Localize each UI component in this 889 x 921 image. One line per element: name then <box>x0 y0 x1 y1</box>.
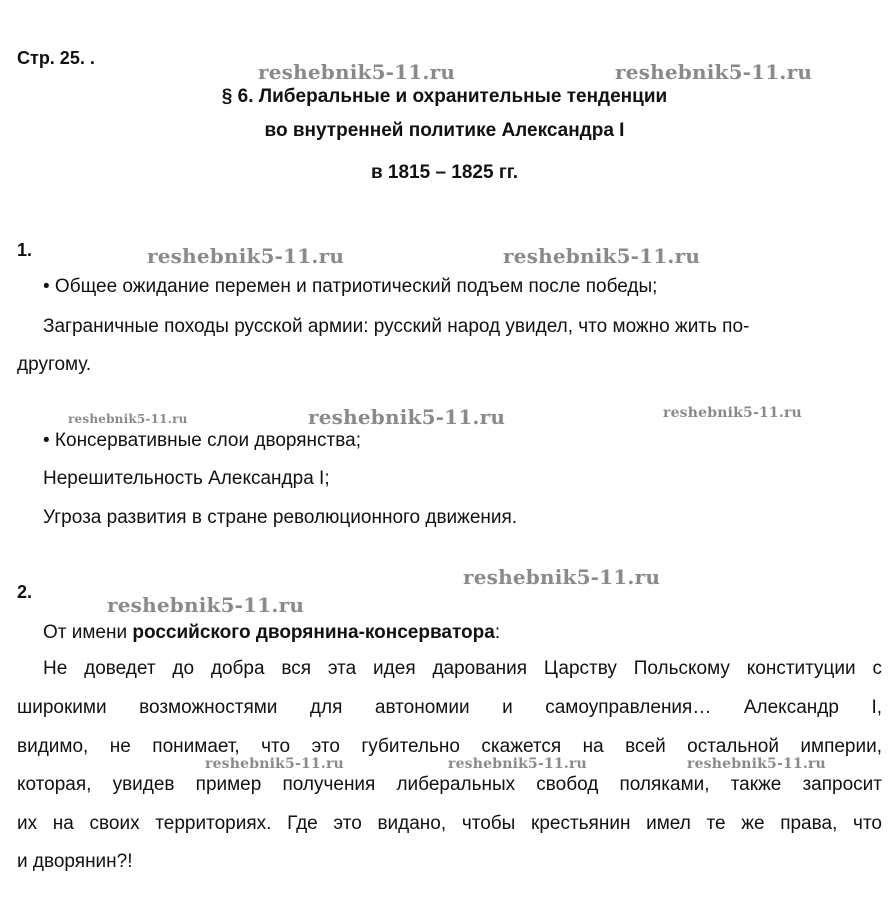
page-title: § 6. Либеральные и охранительные тенденции <box>221 86 668 107</box>
page-title-line-3: в 1815 – 1825 гг. <box>370 162 519 183</box>
watermark: reshebnik5-11.ru <box>448 756 587 772</box>
section-intro <box>43 622 500 644</box>
text-line: другому. <box>17 354 92 375</box>
watermark: reshebnik5-11.ru <box>258 60 456 84</box>
watermark: reshebnik5-11.ru <box>663 405 802 421</box>
intro-suffix: : <box>494 622 501 643</box>
page-number: Стр. 25. . <box>17 48 95 68</box>
text-line: Заграничные походы русской армии: русский народ увидел, что можно жить по- <box>43 316 750 337</box>
paragraph-line: и дворянин?! <box>17 851 133 872</box>
list-item: • Общее ожидание перемен и патриотический подъем после победы; <box>43 276 658 297</box>
paragraph-line: видимо, не понимает, что это губительно скажется на всей остальной империи, <box>17 736 882 757</box>
page-title-line-2: во внутренней политике Александра I <box>264 120 625 141</box>
list-item: • Консервативные слои дворянства; <box>43 430 361 451</box>
intro-bold: российского дворянина-консерватора <box>132 622 495 643</box>
watermark: reshebnik5-11.ru <box>615 60 813 84</box>
paragraph-line: которая, увидев пример получения либеральных свобод поляками, также запросит <box>17 774 882 795</box>
paragraph-line: их на своих территориях. Где это видано, чтобы крестьянин имел те же права, что <box>17 813 882 834</box>
watermark: reshebnik5-11.ru <box>147 244 345 268</box>
paragraph-line: Не доведет до добра вся эта идея дарования Царству Польскому конституции с <box>43 658 882 679</box>
watermark: reshebnik5-11.ru <box>205 756 344 772</box>
intro-prefix: От имени <box>43 622 133 643</box>
watermark: reshebnik5-11.ru <box>107 593 305 617</box>
text-line: Нерешительность Александра I; <box>43 468 330 489</box>
paragraph-line: широкими возможностями для автономии и самоуправления… Александр I, <box>17 697 882 718</box>
watermark: reshebnik5-11.ru <box>463 565 661 589</box>
watermark: reshebnik5-11.ru <box>687 756 826 772</box>
watermark: reshebnik5-11.ru <box>68 412 188 426</box>
section-number: 1. <box>17 240 33 260</box>
section-number: 2. <box>17 582 33 602</box>
watermark: reshebnik5-11.ru <box>308 405 506 429</box>
text-line: Угроза развития в стране революционного движения. <box>43 507 518 528</box>
watermark: reshebnik5-11.ru <box>503 244 701 268</box>
